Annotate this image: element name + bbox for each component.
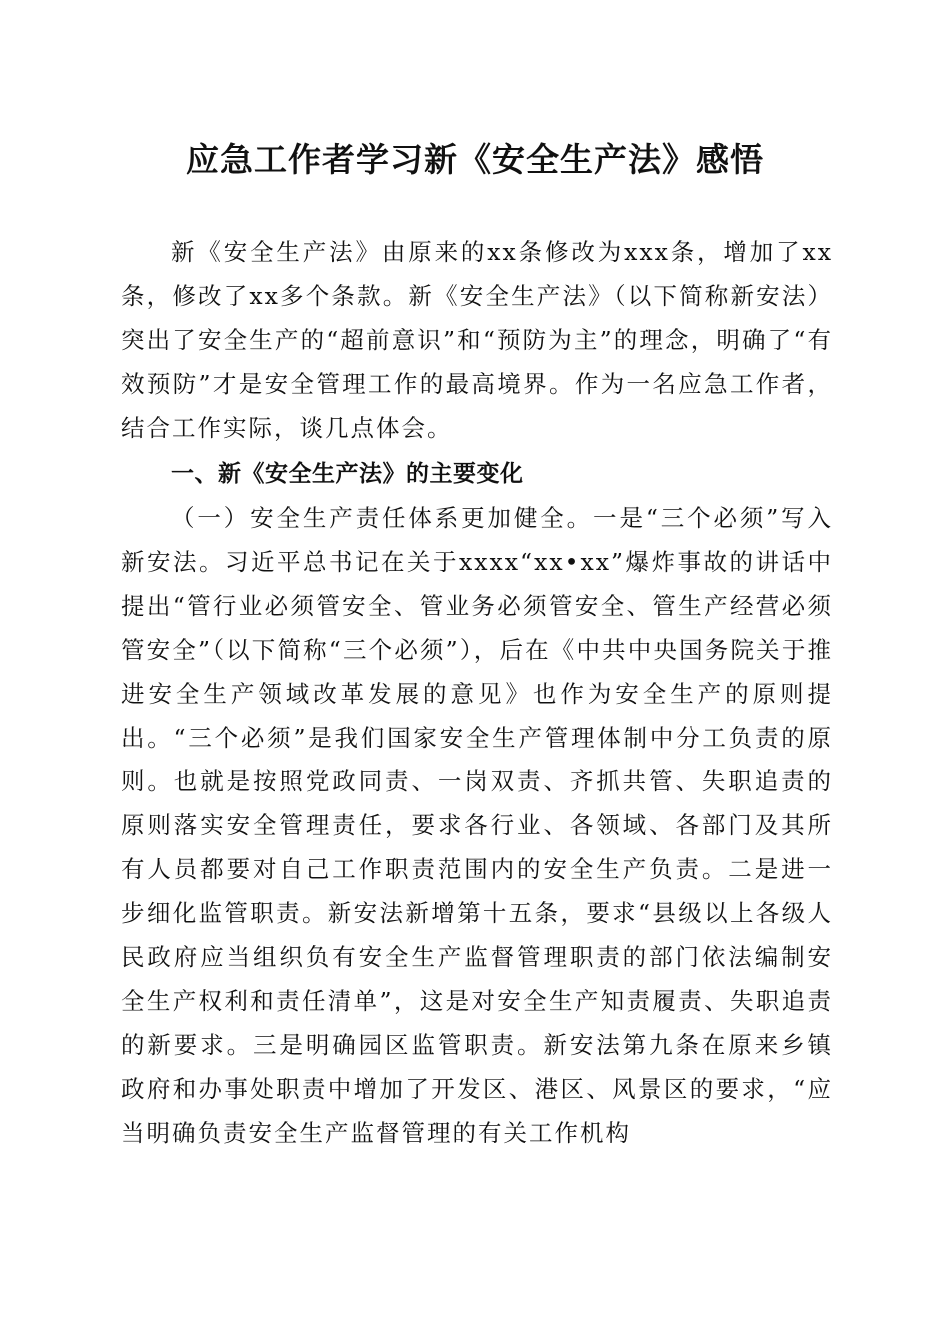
document-title: 应急工作者学习新《安全生产法》感悟	[186, 140, 764, 179]
intro-paragraph: 新《安全生产法》由原来的xx条修改为xxx条，增加了xx条，修改了xx多个条款。新《安全生产法》（以下简称新安法）突出了安全生产的“超前意识”和“预防为主”的理念，明确了“有效预防”才是安全管理工作的最高境界。作为一名应急工作者，结合工作实际，谈几点体会。	[121, 238, 833, 442]
body-paragraph: （一）安全生产责任体系更加健全。一是“三个必须”写入新安法。习近平总书记在关于xxxx“xx•xx”爆炸事故的讲话中提出“管行业必须管安全、管业务必须管安全、管生产经营必须管安全”（以下简称“三个必须”），后在《中共中央国务院关于推进安全生产领域改革发展的意见》也作为安全生产的原则提出。“三个必须”是我们国家安全生产管理体制中分工负责的原则。也就是按照党政同责、一岗双责、齐抓共管、失职追责的原则落实安全管理责任，要求各行业、各领域、各部门及其所有人员都要对自己工作职责范围内的安全生产负责。二是进一步细化监管职责。新安法新增第十五条，要求“县级以上各级人民政府应当组织负有安全生产监督管理职责的部门依法编制安全生产权利和责任清单”，这是对安全生产知责履责、失职追责的新要求。三是明确园区监管职责。新安法第九条在原来乡镇政府和办事处职责中增加了开发区、港区、风景区的要求，“应当明确负责安全生产监督管理的有关工作机构	[121, 504, 833, 1147]
section-heading: 一、新《安全生产法》的主要变化	[171, 461, 524, 487]
